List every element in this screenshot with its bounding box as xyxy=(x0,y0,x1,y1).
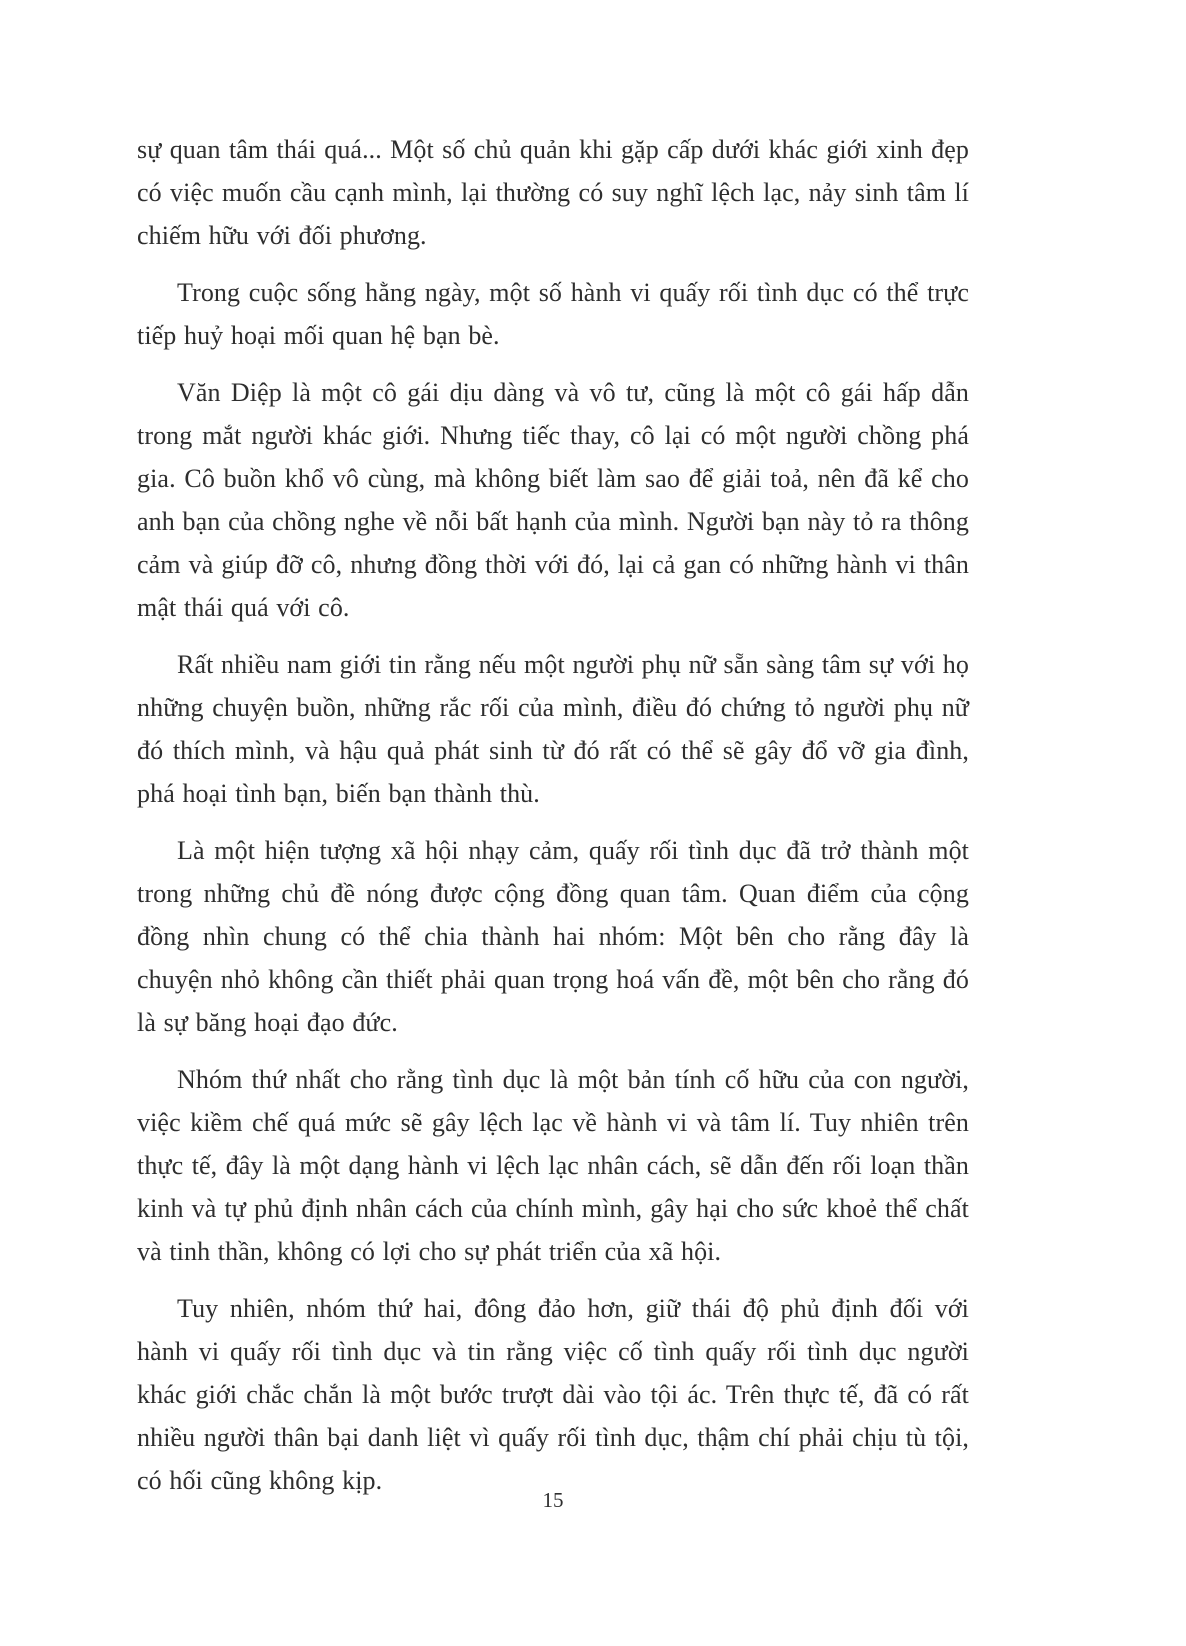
body-text-paragraph: Tuy nhiên, nhóm thứ hai, đông đảo hơn, giữ thái độ phủ định đối với hành vi quấy rối tình dục và tin rằng việc cố tình quấy rối tình dục người khác giới chắc chắn là một bước trượt dài vào tội ác. Trên thực tế, đã có rất nhiều người thân bại danh liệt vì quấy rối tình dục, thậm chí phải chịu tù tội, có hối cũng không kịp. xyxy=(137,1294,969,1495)
body-text-paragraph: Nhóm thứ nhất cho rằng tình dục là một bản tính cố hữu của con người, việc kiềm chế quá mức sẽ gây lệch lạc về hành vi và tâm lí. Tuy nhiên trên thực tế, đây là một dạng hành vi lệch lạc nhân cách, sẽ dẫn đến rối loạn thần kinh và tự phủ định nhân cách của chính mình, gây hại cho sức khoẻ thể chất và tinh thần, không có lợi cho sự phát triển của xã hội. xyxy=(137,1065,969,1266)
page-number: 15 xyxy=(542,1488,564,1512)
body-text-paragraph: Trong cuộc sống hằng ngày, một số hành vi quấy rối tình dục có thể trực tiếp huỷ hoại mối quan hệ bạn bè. xyxy=(137,278,969,350)
body-text-paragraph: sự quan tâm thái quá... Một số chủ quản khi gặp cấp dưới khác giới xinh đẹp có việc muốn cầu cạnh mình, lại thường có suy nghĩ lệch lạc, nảy sinh tâm lí chiếm hữu với đối phương. xyxy=(137,135,969,250)
body-text-paragraph: Rất nhiều nam giới tin rằng nếu một người phụ nữ sẵn sàng tâm sự với họ những chuyện buồn, những rắc rối của mình, điều đó chứng tỏ người phụ nữ đó thích mình, và hậu quả phát sinh từ đó rất có thể sẽ gây đổ vỡ gia đình, phá hoại tình bạn, biến bạn thành thù. xyxy=(137,650,969,808)
body-text xyxy=(137,128,969,1516)
body-text-paragraph: Là một hiện tượng xã hội nhạy cảm, quấy rối tình dục đã trở thành một trong những chủ đề nóng được cộng đồng quan tâm. Quan điểm của cộng đồng nhìn chung có thể chia thành hai nhóm: Một bên cho rằng đây là chuyện nhỏ không cần thiết phải quan trọng hoá vấn đề, một bên cho rằng đó là sự băng hoại đạo đức. xyxy=(137,836,969,1037)
body-text-paragraph: Văn Diệp là một cô gái dịu dàng và vô tư, cũng là một cô gái hấp dẫn trong mắt người khác giới. Nhưng tiếc thay, cô lại có một người chồng phá gia. Cô buồn khổ vô cùng, mà không biết làm sao để giải toả, nên đã kể cho anh bạn của chồng nghe về nỗi bất hạnh của mình. Người bạn này tỏ ra thông cảm và giúp đỡ cô, nhưng đồng thời với đó, lại cả gan có những hành vi thân mật thái quá với cô. xyxy=(137,378,969,622)
